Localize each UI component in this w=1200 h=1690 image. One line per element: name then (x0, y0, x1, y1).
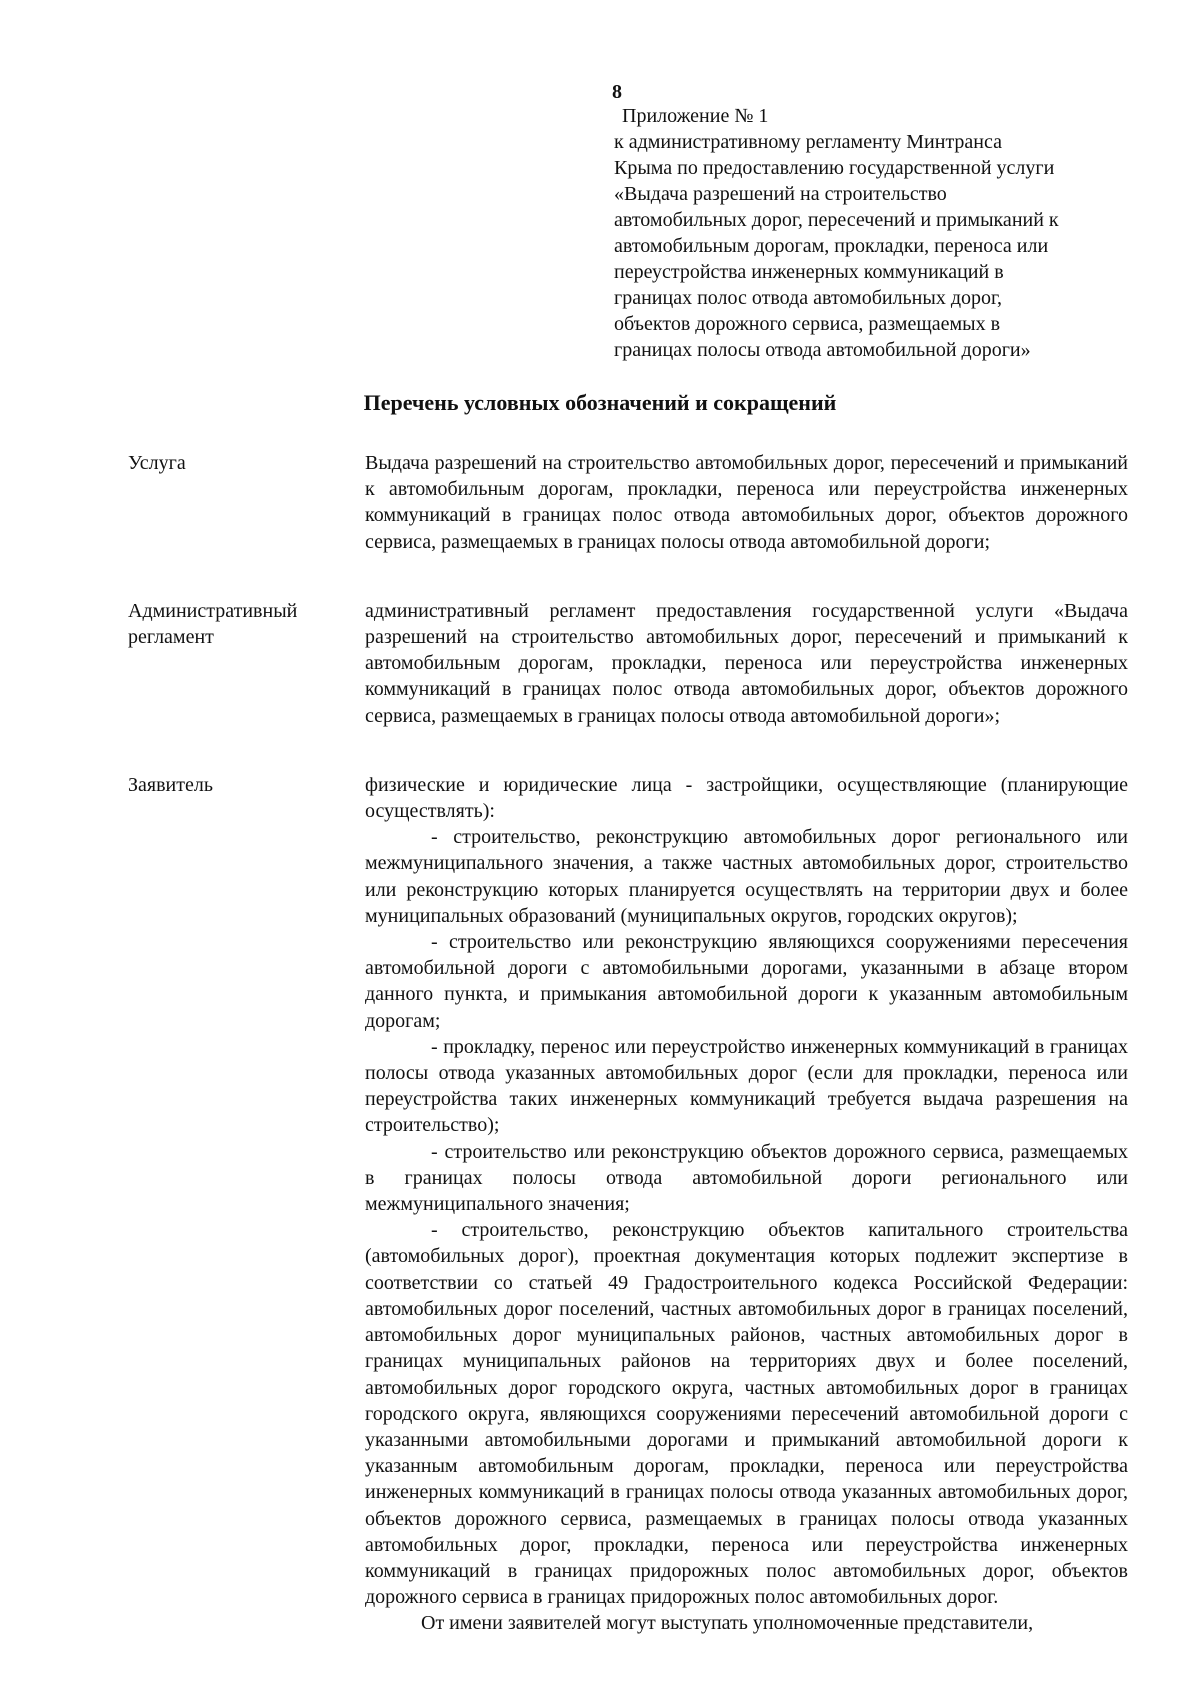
appendix-line: границах полос отвода автомобильных дорог, (614, 287, 1002, 309)
definition-paragraph: - строительство или реконструкцию являющихся сооружениями пересечения автомобильной дороги с автомобильными дорогами, указанными в абзаце втором данного пункта, и примыкания автомобильной дороги к указанным автомобильным дорогам; (365, 931, 1128, 1032)
definition-paragraph: - строительство, реконструкцию объектов капитального строительства (автомобильных дорог), проектная документация которых подлежит экспертизе в соответствии со статьей 49 Градостроительного кодекса Российской Федерации: автомобильных дорог поселений, частных автомобильных дорог в границах поселений, автомобильных дорог муниципальных районов, частных автомобильных дорог в границах муниципальных районов на территориях двух и более поселений, автомобильных дорог городского округа, частных автомобильных дорог в границах городского округа, являющихся сооружениями пересечений автомобильной дороги с указанными автомобильными дорогами и примыканий автомобильной дороги к указанным автомобильным дорогам, прокладки, переноса или переустройства инженерных коммуникаций в границах полосы отвода указанных автомобильных дорог, объектов дорожного сервиса, размещаемых в границах полосы отвода указанных автомобильных дорог, прокладки, переноса или переустройства инженерных коммуникаций в границах придорожных полос автомобильных дорог, объектов дорожного сервиса в границах придорожных полос автомобильных дорог. (365, 1219, 1128, 1609)
definition-paragraph: Выдача разрешений на строительство автомобильных дорог, пересечений и примыканий к автомобильным дорогам, прокладки, переноса или переустройства инженерных коммуникаций в границах полос отвода автомобильных дорог, объектов дорожного сервиса, размещаемых в границах полосы отвода автомобильной дороги; (365, 452, 1128, 553)
definition-paragraph: От имени заявителей могут выступать уполномоченные представители, (421, 1612, 1034, 1635)
definition-term: Административный регламент (128, 599, 298, 649)
definition-description (365, 450, 1128, 555)
appendix-line: переустройства инженерных коммуникаций в (614, 261, 1004, 283)
appendix-header (614, 103, 1134, 363)
definition-paragraph: - прокладку, перенос или переустройство инженерных коммуникаций в границах полосы отвода указанных автомобильных дорог (если для прокладки, переноса или переустройства таких инженерных коммуникаций требуется выдача разрешения на строительство); (365, 1035, 1128, 1137)
appendix-line: автомобильных дорог, пересечений и примыканий к (614, 209, 1059, 231)
appendix-line: к административному регламенту Минтранса (614, 131, 1003, 153)
definition-paragraph: физические и юридические лица - застройщики, осуществляющие (планирующие осуществлять): (365, 773, 1128, 823)
definition-paragraph: - строительство или реконструкцию объектов дорожного сервиса, размещаемых в границах полосы отвода автомобильной дороги регионального или межмуниципального значения; (365, 1140, 1128, 1216)
appendix-line: «Выдача разрешений на строительство (614, 183, 947, 205)
document-title: Перечень условных обозначений и сокращений (363, 390, 837, 415)
definition-paragraph: - строительство, реконструкцию автомобильных дорог регионального или межмуниципального значения, а также частных автомобильных дорог, строительство или реконструкцию которых планируется осуществлять на территории двух и более муниципальных образований (муниципальных округов, городских округов); (365, 826, 1128, 927)
appendix-line: автомобильным дорогам, прокладки, переноса или (614, 235, 1049, 257)
definition-paragraph: административный регламент предоставления государственной услуги «Выдача разрешений на строительство автомобильных дорог, пересечений и примыканий к автомобильным дорогам, прокладки, переноса или переустройства инженерных коммуникаций в границах полос отвода автомобильных дорог, объектов дорожного сервиса, размещаемых в границах полосы отвода автомобильной дороги»; (365, 599, 1128, 727)
page-number: 8 (612, 81, 622, 103)
definition-description (365, 598, 1128, 729)
definition-row-reglament (128, 598, 1128, 729)
definition-term: Заявитель (128, 773, 213, 796)
appendix-line: границах полосы отвода автомобильной дороги» (614, 339, 1031, 361)
appendix-line: объектов дорожного сервиса, размещаемых в (614, 313, 1001, 335)
definition-term: Услуга (128, 452, 186, 474)
definitions-list (128, 450, 1128, 1637)
definition-row-applicant (128, 772, 1128, 1637)
definition-row-service (128, 450, 1128, 555)
appendix-line: Приложение № 1 (622, 105, 769, 127)
definition-description (365, 772, 1128, 1637)
appendix-line: Крыма по предоставлению государственной услуги (614, 157, 1055, 179)
